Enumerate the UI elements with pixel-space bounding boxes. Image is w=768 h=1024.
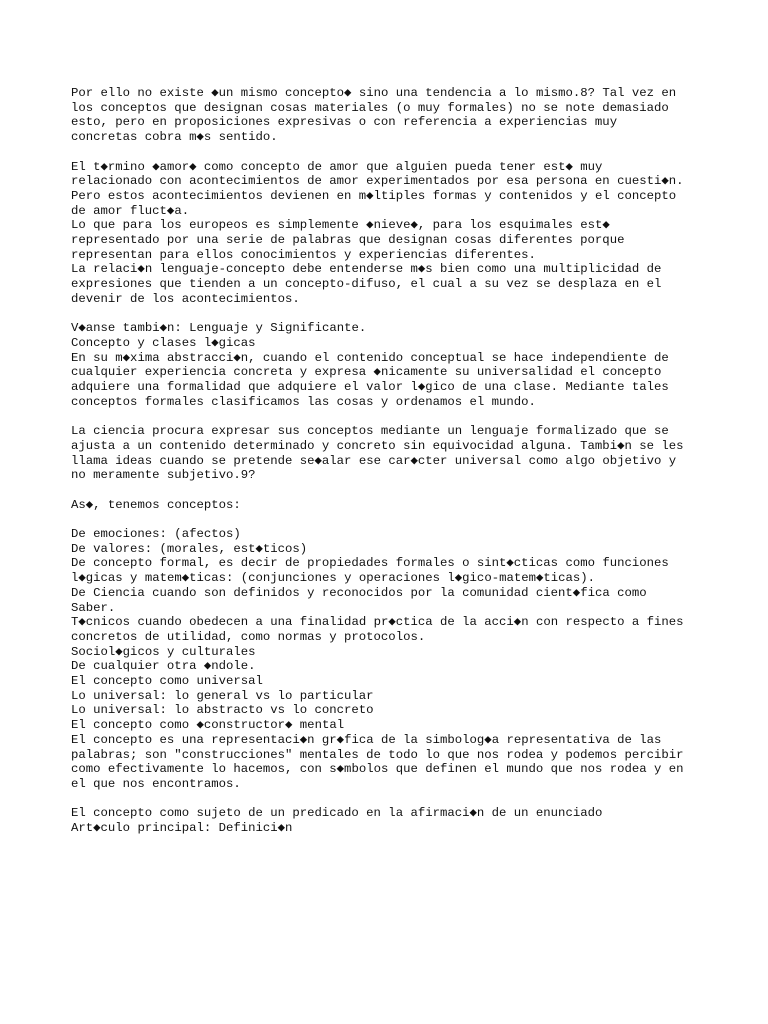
text-line: conceptos formales clasificamos las cosas y ordenamos el mundo. bbox=[71, 394, 536, 409]
text-line: Lo universal: lo abstracto vs lo concreto bbox=[71, 703, 374, 718]
text-line: concretos de utilidad, como normas y protocolos. bbox=[71, 629, 426, 644]
text-line: llama ideas cuando se pretende se◆alar ese car◆cter universal como algo objetivo y bbox=[71, 453, 677, 468]
text-line: T◆cnicos cuando obedecen a una finalidad pr◆ctica de la acci◆n con respecto a fines bbox=[71, 615, 684, 630]
text-line: de amor fluct◆a. bbox=[71, 203, 190, 218]
text-line: representado por una serie de palabras que designan cosas diferentes porque bbox=[71, 233, 625, 248]
text-line: Art◆culo principal: Definici◆n bbox=[71, 821, 293, 836]
text-line: no meramente subjetivo.9? bbox=[71, 468, 256, 483]
text-line: Saber. bbox=[71, 600, 116, 615]
text-line: En su m◆xima abstracci◆n, cuando el contenido conceptual se hace independiente de bbox=[71, 350, 669, 365]
text-line: De valores: (morales, est◆ticos) bbox=[71, 541, 308, 556]
text-line: Sociol◆gicos y culturales bbox=[71, 644, 256, 659]
paragraph-clases-logicas bbox=[71, 321, 751, 409]
paragraph-concepto-tendencia bbox=[71, 86, 751, 145]
paragraph-tipos-conceptos bbox=[71, 527, 751, 792]
section-heading: El concepto como universal bbox=[71, 674, 263, 689]
text-line: el que nos encontramos. bbox=[71, 776, 241, 791]
paragraph-tenemos-conceptos bbox=[71, 498, 751, 513]
text-line: La ciencia procura expresar sus conceptos mediante un lenguaje formalizado que se bbox=[71, 424, 669, 439]
text-line: palabras; son "construcciones" mentales de todo lo que nos rodea y podemos percibir bbox=[71, 747, 684, 762]
text-line: V◆anse tambi◆n: Lenguaje y Significante. bbox=[71, 321, 367, 336]
text-line: La relaci◆n lenguaje-concepto debe entenderse m◆s bien como una multiplicidad de bbox=[71, 262, 662, 277]
text-line: El t◆rmino ◆amor◆ como concepto de amor que alguien pueda tener est◆ muy bbox=[71, 159, 603, 174]
text-line: los conceptos que designan cosas materiales (o muy formales) no se note demasiado bbox=[71, 100, 669, 115]
text-line: Lo que para los europeos es simplemente ◆nieve◆, para los esquimales est◆ bbox=[71, 218, 610, 233]
text-line: l◆gicas y matem◆ticas: (conjunciones y operaciones l◆gico-matem◆ticas). bbox=[71, 571, 596, 586]
paragraph-sujeto-predicado bbox=[71, 806, 751, 835]
text-line: cualquier experiencia concreta y expresa ◆nicamente su universalidad el concepto bbox=[71, 365, 662, 380]
text-line: El concepto es una representaci◆n gr◆fica de la simbolog◆a representativa de las bbox=[71, 732, 662, 747]
text-line: esto, pero en proposiciones expresivas o con referencia a experiencias muy bbox=[71, 115, 618, 130]
text-line: De Ciencia cuando son definidos y reconocidos por la comunidad cient◆fica como bbox=[71, 585, 647, 600]
text-line: Pero estos acontecimientos devienen en m◆ltiples formas y contenidos y el concepto bbox=[71, 188, 677, 203]
text-line: adquiere una formalidad que adquiere el valor l◆gico de una clase. Mediante tales bbox=[71, 380, 669, 395]
section-heading: El concepto como ◆constructor◆ mental bbox=[71, 718, 345, 733]
document-page bbox=[71, 86, 751, 850]
text-line: ajusta a un contenido determinado y concreto sin equivocidad alguna. Tambi◆n se les bbox=[71, 438, 684, 453]
text-line: expresiones que tienden a un concepto-difuso, el cual a su vez se desplaza en el bbox=[71, 277, 662, 292]
text-line: De emociones: (afectos) bbox=[71, 527, 241, 542]
text-line: representan para ellos conocimientos y experiencias diferentes. bbox=[71, 247, 536, 262]
text-line: As◆, tenemos conceptos: bbox=[71, 497, 241, 512]
text-line: relacionado con acontecimientos de amor experimentados por esa persona en cuesti◆n. bbox=[71, 174, 684, 189]
text-line: como efectivamente lo hacemos, con s◆mbolos que definen el mundo que nos rodea y en bbox=[71, 762, 684, 777]
text-line: concretas cobra m◆s sentido. bbox=[71, 130, 278, 145]
text-line: Lo universal: lo general vs lo particular bbox=[71, 688, 374, 703]
text-line: Por ello no existe ◆un mismo concepto◆ sino una tendencia a lo mismo.8? Tal vez en bbox=[71, 86, 677, 100]
section-heading: Concepto y clases l◆gicas bbox=[71, 335, 256, 350]
text-line: De cualquier otra ◆ndole. bbox=[71, 659, 256, 674]
paragraph-amor-nieve bbox=[71, 160, 751, 307]
paragraph-ciencia bbox=[71, 424, 751, 483]
text-line: devenir de los acontecimientos. bbox=[71, 291, 300, 306]
section-heading: El concepto como sujeto de un predicado en la afirmaci◆n de un enunciado bbox=[71, 806, 603, 821]
text-line: De concepto formal, es decir de propiedades formales o sint◆cticas como funciones bbox=[71, 556, 669, 571]
